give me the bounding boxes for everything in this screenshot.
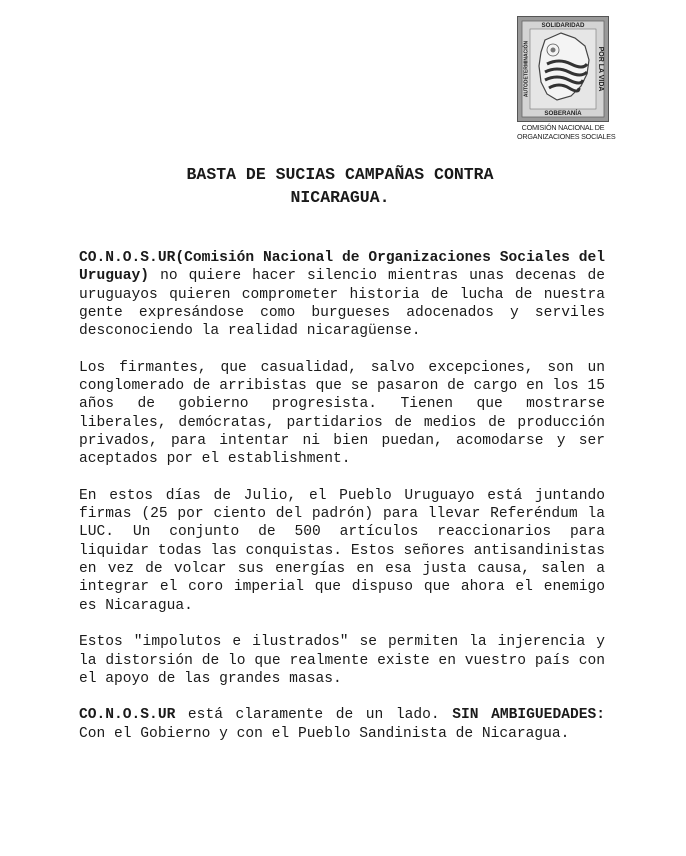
logo-caption-line1: COMISIÓN NACIONAL DE — [521, 123, 605, 132]
paragraph-5-text-1: está claramente de un lado. — [175, 707, 453, 724]
logo-caption-line2: ORGANIZACIONES SOCIALES — [517, 131, 616, 141]
logo-emblem — [517, 16, 609, 122]
logo-right-text: POR LA VIDA — [597, 46, 604, 92]
paragraph-1-text: no quiere hacer silencio mientras unas decenas de uruguayos quieren comprometer historia de lucha de nuestra gente expresándose como burgueses adocenados y serviles desconociendo la realidad nicaragüense. — [79, 268, 605, 340]
paragraph-2: Los firmantes, que casualidad, salvo excepciones, son un conglomerado de arribistas que se pasaron de cargo en los 15 años de gobierno progresista. Tienen que mostrarse liberales, demócratas, partidarios de medios de producción privados, para intentar ni bien puedan, acomodarse y ser aceptados por el establishment. — [79, 359, 605, 468]
conosur-acronym: CO.N.O.S.UR — [79, 707, 176, 724]
paragraph-4: Estos "impolutos e ilustrados" se permiten la injerencia y la distorsión de lo que realmente existe en vuestro país con el apoyo de las grandes masas. — [79, 634, 605, 687]
paragraph-5 — [79, 706, 605, 743]
conosur-full-name: CO.N.O.S.UR(Comisión Nacional de Organizaciones Sociales del Uruguay) — [79, 250, 605, 285]
logo-bottom-text: SOBERANÍA — [544, 110, 582, 117]
paragraph-1 — [79, 249, 605, 340]
title-line2: NICARAGUA. — [290, 188, 390, 207]
logo-top-text: SOLIDARIDAD — [541, 22, 585, 29]
paragraph-5-text-2: Con el Gobierno y con el Pueblo Sandinista de Nicaragua. — [79, 725, 570, 742]
conosur-logo — [517, 16, 616, 144]
logo-caption — [517, 123, 616, 141]
title-line1: BASTA DE SUCIAS CAMPAÑAS CONTRA — [186, 165, 494, 184]
logo-left-text: AUTODETERMINACIÓN — [523, 40, 530, 98]
paragraph-3: En estos días de Julio, el Pueblo Uruguayo está juntando firmas (25 por ciento del padrón) para llevar Referéndum la LUC. Un conjunto de 500 artículos reaccionarios para liquidar todas las conquistas. Estos señores antisandinistas en vez de volcar sus energías en esa justa causa, salen a integrar el coro imperial que dispuso que ahora el enemigo es Nicaragua. — [79, 487, 605, 614]
document-title — [90, 163, 590, 209]
document-body — [79, 249, 605, 761]
sin-ambiguedades: SIN AMBIGUEDADES: — [452, 707, 605, 724]
